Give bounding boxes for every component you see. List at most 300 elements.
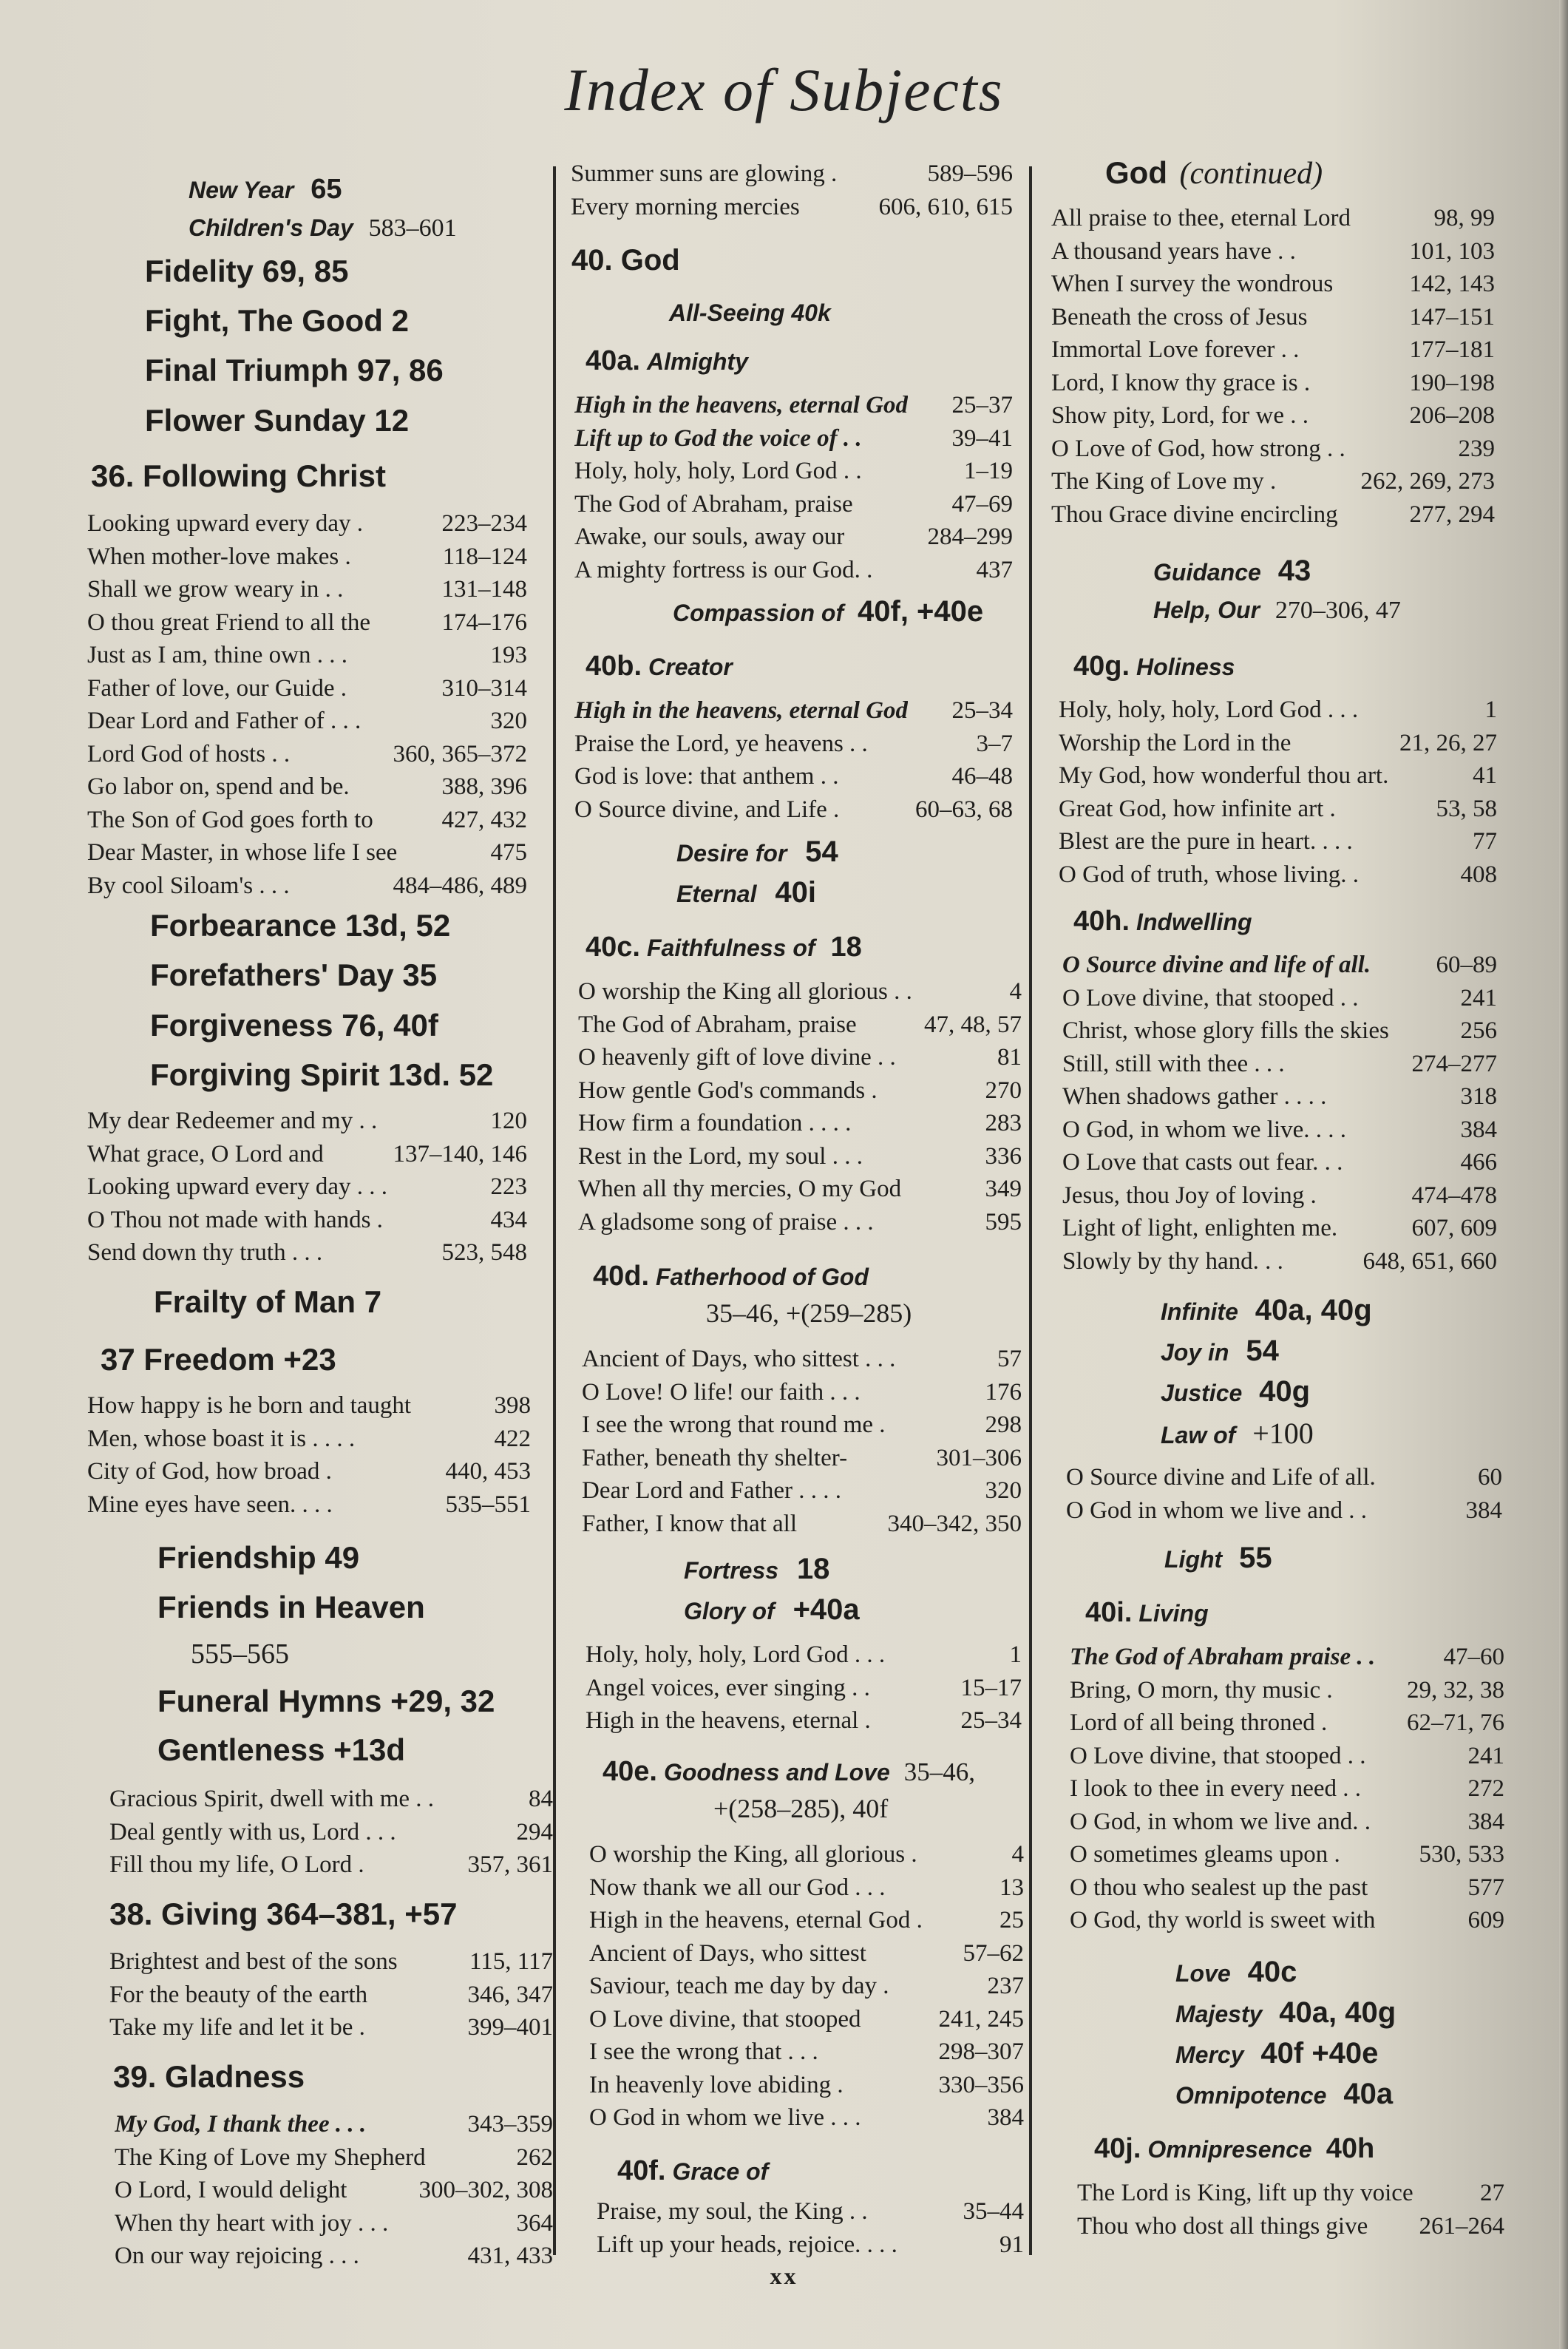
index-entry	[1051, 238, 1495, 265]
index-entry	[1051, 468, 1495, 495]
hymn-first-line: O Source divine and Life of all.	[1066, 1464, 1376, 1491]
hymn-first-line: O Source divine and life of all.	[1062, 952, 1371, 978]
index-entry	[586, 1675, 1022, 1702]
hymn-first-line: O worship the King all glorious . .	[578, 978, 912, 1005]
hymn-numbers: 277, 294	[1409, 501, 1495, 528]
hymn-numbers: 25	[999, 1907, 1024, 1933]
entry-frailty-of-man: Frailty of Man 7	[154, 1284, 382, 1319]
index-entry	[87, 510, 527, 538]
heading-indwelling: 40h. Indwelling	[1073, 906, 1252, 937]
entry-majesty: Majesty 40a, 40g	[1175, 1996, 1396, 2029]
hymn-numbers: 3–7	[976, 730, 1013, 757]
entry-guidance: Guidance 43	[1153, 555, 1311, 587]
index-entry	[1051, 271, 1495, 298]
hymn-first-line: My God, how wonderful thou art.	[1059, 762, 1389, 789]
hymn-first-line: Show pity, Lord, for we . .	[1051, 402, 1309, 429]
heading-fatherhood: 40d. Fatherhood of God	[593, 1261, 869, 1292]
hymn-first-line: O Love! O life! our faith . . .	[582, 1378, 861, 1406]
hymn-first-line: Send down thy truth . . .	[87, 1239, 323, 1266]
index-entry	[1062, 1116, 1497, 1144]
hymn-numbers: 607, 609	[1411, 1215, 1497, 1241]
index-entry	[589, 2006, 1024, 2033]
hymn-numbers: 298–307	[938, 2038, 1024, 2065]
index-entry	[589, 1874, 1024, 1902]
hymn-numbers: 98, 99	[1433, 205, 1495, 231]
index-entry	[589, 1907, 1024, 1934]
index-entry	[87, 1173, 527, 1201]
hymn-numbers: 4	[1011, 1841, 1024, 1868]
hymn-numbers: 193	[490, 642, 527, 668]
hymn-numbers: 4	[1009, 978, 1022, 1005]
hymn-numbers: 35–44	[963, 2198, 1024, 2225]
index-entry	[571, 194, 1013, 221]
index-entry	[582, 1411, 1022, 1439]
hymn-numbers: 81	[997, 1044, 1022, 1071]
hymn-numbers: 343–359	[467, 2111, 553, 2138]
hymn-first-line: Fill thou my life, O Lord .	[109, 1851, 364, 1878]
hymn-numbers: 466	[1460, 1149, 1497, 1176]
hymn-first-line: Thou Grace divine encircling	[1051, 501, 1338, 528]
hymn-first-line: The King of Love my Shepherd	[115, 2143, 426, 2171]
hymn-first-line: Shall we grow weary in . .	[87, 576, 344, 603]
hymn-numbers: 91	[999, 2231, 1024, 2258]
index-entry	[589, 1973, 1024, 2000]
hymn-first-line: Dear Lord and Father of . . .	[87, 708, 362, 734]
hymn-first-line: Dear Lord and Father . . . .	[582, 1477, 841, 1504]
hymn-numbers: 270	[985, 1077, 1022, 1104]
heading-god: 40. God	[571, 244, 680, 277]
hymn-first-line: Worship the Lord in the	[1059, 729, 1292, 756]
hymn-numbers: 320	[490, 708, 527, 734]
hymn-first-line: Lord of all being throned .	[1070, 1709, 1328, 1736]
hymn-numbers: 595	[985, 1208, 1022, 1235]
hymn-numbers: 60	[1478, 1464, 1502, 1491]
hymn-first-line: The Son of God goes forth to	[87, 806, 373, 833]
hymn-numbers: 223–234	[441, 510, 527, 537]
hymn-numbers: 137–140, 146	[393, 1140, 527, 1167]
hymn-first-line: Father of love, our Guide .	[87, 674, 347, 702]
hymn-numbers: 60–89	[1436, 952, 1497, 978]
entry-forefathers-day: Forefathers' Day 35	[150, 957, 438, 992]
index-entry	[574, 731, 1013, 758]
hymn-numbers: 427, 432	[441, 806, 527, 833]
hymn-first-line: Gracious Spirit, dwell with me . .	[109, 1786, 435, 1812]
goodness-and-love-ref: +(258–285), 40f	[713, 1794, 889, 1823]
hymn-numbers: 241	[1467, 1742, 1504, 1769]
hymn-first-line: Light of light, enlighten me.	[1062, 1215, 1338, 1241]
hymn-numbers: 239	[1458, 435, 1495, 462]
index-entry	[87, 1207, 527, 1234]
hymn-numbers: 25–34	[960, 1707, 1022, 1734]
hymn-first-line: Men, whose boast it is . . . .	[87, 1425, 356, 1452]
hymn-first-line: Deal gently with us, Lord . . .	[109, 1818, 396, 1845]
hymn-numbers: 1	[1484, 696, 1497, 723]
hymn-first-line: O thou who sealest up the past	[1070, 1874, 1368, 1901]
hymn-first-line: Go labor on, spend and be.	[87, 773, 350, 800]
index-entry	[582, 1445, 1022, 1472]
index-entry	[1062, 1182, 1497, 1210]
index-entry	[589, 2072, 1024, 2099]
hymn-numbers: 77	[1473, 828, 1497, 855]
hymn-numbers: 648, 651, 660	[1362, 1247, 1497, 1275]
heading-forgiving-spirit: Forgiving Spirit 13d. 52	[150, 1057, 494, 1092]
index-entry	[1059, 796, 1497, 823]
entry-fidelity: Fidelity 69, 85	[145, 254, 349, 288]
index-entry	[1070, 1709, 1504, 1737]
index-entry	[578, 1176, 1022, 1203]
index-entry	[87, 576, 527, 603]
hymn-numbers: 384	[987, 2104, 1024, 2131]
hymn-first-line: When mother-love makes .	[87, 543, 351, 570]
hymn-numbers: 262	[516, 2143, 553, 2171]
hymn-numbers: 115, 117	[469, 1948, 553, 1975]
hymn-first-line: When I survey the wondrous	[1051, 271, 1334, 297]
hymn-numbers: 60–63, 68	[915, 796, 1013, 823]
hymn-numbers: 349	[985, 1176, 1022, 1202]
entry-friends-in-heaven: Friends in Heaven	[157, 1590, 425, 1624]
hymn-first-line: Brightest and best of the sons	[109, 1948, 398, 1975]
hymn-first-line: O God in whom we live and . .	[1066, 1496, 1367, 1524]
heading-goodness-and-love: 40e. Goodness and Love 35–46,	[603, 1756, 976, 1787]
hymn-first-line: High in the heavens, eternal God	[574, 697, 909, 724]
hymn-numbers: 300–302, 308	[418, 2177, 553, 2203]
hymn-first-line: Looking upward every day . . .	[87, 1173, 387, 1200]
hymn-numbers: 29, 32, 38	[1407, 1676, 1504, 1704]
hymn-numbers: 589–596	[927, 160, 1013, 187]
hymn-first-line: Summer suns are glowing .	[571, 160, 838, 187]
hymn-first-line: High in the heavens, eternal God .	[589, 1907, 923, 1933]
hymn-first-line: On our way rejoicing . . .	[115, 2243, 359, 2269]
hymn-first-line: A gladsome song of praise . . .	[578, 1208, 874, 1235]
index-entry	[578, 978, 1022, 1006]
index-entry	[1070, 1677, 1504, 1704]
hymn-first-line: O Love divine, that stooped	[589, 2005, 861, 2033]
hymn-first-line: How gentle God's commands .	[578, 1077, 878, 1104]
index-entry	[1059, 828, 1497, 855]
hymn-first-line: Father, I know that all	[582, 1510, 798, 1537]
hymn-first-line: Just as I am, thine own . . .	[87, 642, 347, 668]
hymn-first-line: O thou great Friend to all the	[87, 609, 371, 636]
hymn-numbers: 15–17	[960, 1674, 1022, 1701]
hymn-first-line: The God of Abraham, praise	[574, 490, 853, 518]
hymn-first-line: O sometimes gleams upon .	[1070, 1841, 1340, 1868]
index-entry	[1070, 1841, 1504, 1868]
hymn-numbers: 25–37	[951, 392, 1013, 418]
hymn-first-line: Holy, holy, holy, Lord God . . .	[586, 1641, 886, 1668]
heading-giving: 38. Giving 364–381, +57	[109, 1897, 458, 1931]
hymn-numbers: 440, 453	[445, 1458, 531, 1485]
index-entry	[87, 839, 527, 867]
index-entry	[1051, 336, 1495, 364]
hymn-numbers: 274–277	[1411, 1050, 1497, 1077]
hymn-first-line: Dear Master, in whose life I see	[87, 839, 398, 866]
hymn-numbers: 206–208	[1409, 402, 1495, 429]
index-entry	[1070, 1775, 1504, 1803]
hymn-numbers: 384	[1467, 1808, 1504, 1835]
hymn-numbers: 431, 433	[467, 2243, 553, 2269]
hymn-numbers: 84	[529, 1786, 553, 1812]
index-entry	[87, 872, 527, 900]
index-entry	[597, 2231, 1024, 2259]
hymn-numbers: 131–148	[441, 576, 527, 603]
entry-mercy: Mercy 40f +40e	[1175, 2037, 1379, 2070]
index-entry	[578, 1044, 1022, 1071]
index-entry	[87, 708, 527, 735]
entry-joy-in: Joy in 54	[1161, 1335, 1279, 1367]
index-entry	[571, 160, 1013, 188]
index-entry	[109, 1851, 553, 1879]
index-entry	[582, 1511, 1022, 1538]
index-entry	[574, 796, 1013, 824]
hymn-first-line: I see the wrong that . . .	[589, 2038, 818, 2065]
index-entry	[589, 1841, 1024, 1868]
hymn-numbers: 384	[1465, 1496, 1502, 1524]
heading-almighty: 40a. Almighty	[586, 345, 748, 376]
index-entry	[87, 741, 527, 768]
hymn-numbers: 223	[490, 1173, 527, 1200]
hymn-first-line: For the beauty of the earth	[109, 1981, 368, 2008]
hymn-first-line: O Love divine, that stooped . .	[1062, 984, 1359, 1011]
heading-creator: 40b. Creator	[586, 651, 733, 682]
index-entry	[582, 1379, 1022, 1406]
hymn-numbers: 47–60	[1443, 1644, 1504, 1670]
entry-funeral-hymns: Funeral Hymns +29, 32	[157, 1684, 495, 1718]
heading-faithfulness: 40c. Faithfulness of 18	[586, 932, 862, 963]
hymn-numbers: 475	[490, 839, 527, 866]
index-entry	[574, 425, 1013, 452]
hymn-first-line: Every morning mercies	[571, 193, 800, 220]
index-entry	[87, 1491, 531, 1519]
column-divider-right	[1029, 166, 1032, 2255]
index-entry	[1077, 2180, 1504, 2207]
hymn-numbers: 261–264	[1419, 2212, 1504, 2240]
hymn-first-line: By cool Siloam's . . .	[87, 872, 290, 899]
hymn-numbers: 294	[516, 1818, 553, 1845]
index-entry	[574, 491, 1013, 518]
index-entry	[109, 1786, 553, 1813]
hymn-first-line: Awake, our souls, away our	[574, 523, 845, 550]
hymn-numbers: 422	[494, 1425, 531, 1452]
hymn-numbers: 147–151	[1409, 303, 1495, 331]
index-entry	[589, 2038, 1024, 2066]
entry-new-year: New Year 65	[189, 174, 342, 205]
entry-childrens-day: Children's Day 583–601	[189, 214, 457, 242]
hymn-first-line: Lift up your heads, rejoice. . . .	[597, 2231, 897, 2258]
hymn-first-line: Now thank we all our God . . .	[589, 1874, 886, 1901]
page-edge-shadow	[1559, 0, 1568, 2349]
index-entry	[115, 2144, 553, 2172]
friends-in-heaven-ref: 555–565	[191, 1638, 289, 1670]
hymn-first-line: Lord, I know thy grace is .	[1051, 369, 1311, 396]
hymn-first-line: O God, in whom we live. . . .	[1062, 1116, 1347, 1143]
hymn-first-line: City of God, how broad .	[87, 1458, 332, 1485]
hymn-numbers: 256	[1460, 1017, 1497, 1044]
hymn-numbers: 120	[490, 1108, 527, 1134]
hymn-first-line: Lord God of hosts . .	[87, 740, 291, 767]
index-entry	[1051, 205, 1495, 232]
index-entry	[1070, 1809, 1504, 1836]
heading-gladness: 39. Gladness	[113, 2059, 305, 2094]
hymn-numbers: 384	[1460, 1116, 1497, 1143]
index-entry	[1070, 1743, 1504, 1770]
index-entry	[574, 523, 1013, 551]
hymn-numbers: 62–71, 76	[1407, 1709, 1504, 1736]
index-entry	[1062, 1215, 1497, 1242]
fatherhood-ref: 35–46, +(259–285)	[706, 1298, 912, 1328]
hymn-numbers: 41	[1473, 762, 1497, 789]
index-entry	[87, 773, 527, 801]
hymn-first-line: What grace, O Lord and	[87, 1140, 324, 1167]
hymn-numbers: 262, 269, 273	[1360, 468, 1495, 495]
hymn-first-line: O God of truth, whose living. .	[1059, 861, 1360, 888]
hymn-first-line: Still, still with thee . . .	[1062, 1050, 1285, 1077]
entry-eternal: Eternal 40i	[676, 876, 816, 909]
hymn-numbers: 190–198	[1409, 369, 1495, 396]
hymn-first-line: The Lord is King, lift up thy voice	[1077, 2180, 1413, 2206]
hymn-numbers: 57	[997, 1346, 1022, 1372]
hymn-first-line: Rest in the Lord, my soul . . .	[578, 1142, 863, 1170]
entry-friendship: Friendship 49	[157, 1540, 360, 1575]
entry-final-triumph: Final Triumph 97, 86	[145, 353, 444, 387]
hymn-first-line: A thousand years have . .	[1051, 237, 1296, 265]
hymn-first-line: Blest are the pure in heart. . . .	[1059, 828, 1353, 855]
hymn-first-line: High in the heavens, eternal God	[574, 392, 909, 418]
index-entry	[1051, 304, 1495, 331]
index-entry	[578, 1110, 1022, 1137]
hymn-first-line: All praise to thee, eternal Lord	[1051, 205, 1351, 231]
index-entry	[1066, 1497, 1502, 1525]
hymn-numbers: 474–478	[1411, 1182, 1497, 1209]
hymn-first-line: Angel voices, ever singing . .	[586, 1674, 870, 1701]
index-entry	[578, 1209, 1022, 1236]
hymn-first-line: O Love that casts out fear. . .	[1062, 1149, 1343, 1176]
hymn-numbers: 237	[987, 1973, 1024, 1999]
hymn-first-line: When shadows gather . . . .	[1062, 1083, 1327, 1110]
index-entry	[87, 1108, 527, 1135]
index-entry	[87, 1426, 531, 1453]
hymn-first-line: O Lord, I would delight	[115, 2177, 347, 2203]
index-entry	[87, 642, 527, 669]
index-entry	[115, 2177, 553, 2204]
hymn-first-line: How firm a foundation . . . .	[578, 1110, 852, 1136]
heading-following-christ: 36. Following Christ	[91, 458, 387, 493]
hymn-numbers: 523, 548	[441, 1239, 527, 1266]
hymn-first-line: When all thy mercies, O my God	[578, 1176, 902, 1202]
hymn-numbers: 142, 143	[1409, 271, 1495, 297]
hymn-first-line: High in the heavens, eternal .	[586, 1707, 871, 1734]
index-entry	[115, 2210, 553, 2237]
hymn-numbers: 176	[985, 1378, 1022, 1406]
hymn-numbers: 57–62	[963, 1939, 1024, 1967]
hymn-numbers: 174–176	[441, 609, 527, 636]
hymn-numbers: 298	[985, 1411, 1022, 1438]
hymn-numbers: 577	[1467, 1874, 1504, 1901]
hymn-numbers: 336	[985, 1142, 1022, 1170]
index-entry	[1051, 402, 1495, 430]
hymn-first-line: How happy is he born and taught	[87, 1392, 412, 1419]
index-entry	[578, 1011, 1022, 1039]
hymn-numbers: 46–48	[951, 763, 1013, 790]
hymn-first-line: Ancient of Days, who sittest	[589, 1939, 866, 1967]
hymn-numbers: 1	[1009, 1641, 1022, 1668]
index-entry	[1062, 1017, 1497, 1045]
hymn-first-line: Thou who dost all things give	[1077, 2212, 1368, 2240]
index-entry	[578, 1077, 1022, 1105]
hymn-first-line: Christ, whose glory fills the skies	[1062, 1017, 1389, 1044]
index-entry	[1077, 2213, 1504, 2240]
hymn-numbers: 283	[985, 1110, 1022, 1136]
hymn-numbers: 408	[1460, 861, 1497, 888]
hymn-first-line: Father, beneath thy shelter-	[582, 1444, 848, 1471]
index-entry	[1070, 1644, 1504, 1671]
index-entry	[1070, 1874, 1504, 1902]
hymn-first-line: I see the wrong that round me .	[582, 1411, 886, 1438]
entry-omnipotence: Omnipotence 40a	[1175, 2078, 1394, 2110]
hymn-numbers: 484–486, 489	[393, 872, 527, 899]
hymn-numbers: 241, 245	[938, 2005, 1024, 2033]
heading-god-continued: God (continued)	[1105, 155, 1323, 191]
hymn-numbers: 47, 48, 57	[924, 1011, 1022, 1038]
hymn-first-line: Saviour, teach me day by day .	[589, 1973, 889, 1999]
hymn-numbers: 272	[1467, 1775, 1504, 1802]
page-number: xx	[770, 2262, 798, 2289]
heading-living: 40i. Living	[1085, 1597, 1209, 1628]
heading-holiness: 40g. Holiness	[1073, 651, 1235, 682]
hymn-numbers: 606, 610, 615	[878, 193, 1013, 220]
hymn-first-line: The God of Abraham, praise	[578, 1011, 857, 1038]
hymn-numbers: 53, 58	[1436, 795, 1497, 822]
index-entry	[1062, 985, 1497, 1012]
index-entry	[1059, 730, 1497, 757]
hymn-first-line: My God, I thank thee . . .	[115, 2111, 367, 2138]
index-entry	[109, 1948, 553, 1976]
index-entry	[87, 1392, 531, 1420]
hymn-first-line: A mighty fortress is our God. .	[574, 556, 873, 583]
heading-gentleness: Gentleness +13d	[157, 1732, 405, 1767]
hymn-numbers: 27	[1480, 2180, 1504, 2206]
index-entry	[574, 697, 1013, 725]
index-entry	[1062, 1248, 1497, 1275]
index-entry	[1062, 1051, 1497, 1078]
heading-grace-of: 40f. Grace of	[617, 2155, 769, 2186]
entry-help-our: Help, Our 270–306, 47	[1153, 597, 1401, 624]
entry-glory-of: Glory of +40a	[684, 1593, 860, 1626]
hymn-first-line: Holy, holy, holy, Lord God . . .	[1059, 696, 1359, 723]
hymn-first-line: Bring, O morn, thy music .	[1070, 1676, 1333, 1704]
index-entry	[578, 1143, 1022, 1170]
hymn-numbers: 346, 347	[467, 1981, 553, 2008]
hymn-numbers: 310–314	[441, 674, 527, 702]
index-entry	[87, 609, 527, 637]
index-entry	[109, 1819, 553, 1846]
hymn-numbers: 530, 533	[1419, 1841, 1504, 1868]
hymn-first-line: Ancient of Days, who sittest . . .	[582, 1346, 896, 1372]
hymn-first-line: In heavenly love abiding .	[589, 2071, 844, 2098]
page-title: Index of Subjects	[564, 56, 1004, 123]
hymn-first-line: O Love of God, how strong . .	[1051, 435, 1345, 462]
hymn-first-line: My dear Redeemer and my . .	[87, 1108, 378, 1134]
entry-all-seeing: All-Seeing 40k	[669, 299, 831, 326]
hymn-first-line: Holy, holy, holy, Lord God . .	[574, 458, 862, 484]
index-entry	[574, 392, 1013, 419]
hymn-first-line: The God of Abraham praise . .	[1070, 1644, 1376, 1670]
hymn-numbers: 118–124	[442, 543, 527, 570]
hymn-first-line: O Source divine, and Life .	[574, 796, 840, 823]
entry-law-of: Law of +100	[1161, 1417, 1314, 1450]
hymn-first-line: Great God, how infinite art .	[1059, 795, 1336, 822]
hymn-first-line: O Thou not made with hands .	[87, 1206, 383, 1233]
entry-justice: Justice 40g	[1161, 1375, 1311, 1408]
